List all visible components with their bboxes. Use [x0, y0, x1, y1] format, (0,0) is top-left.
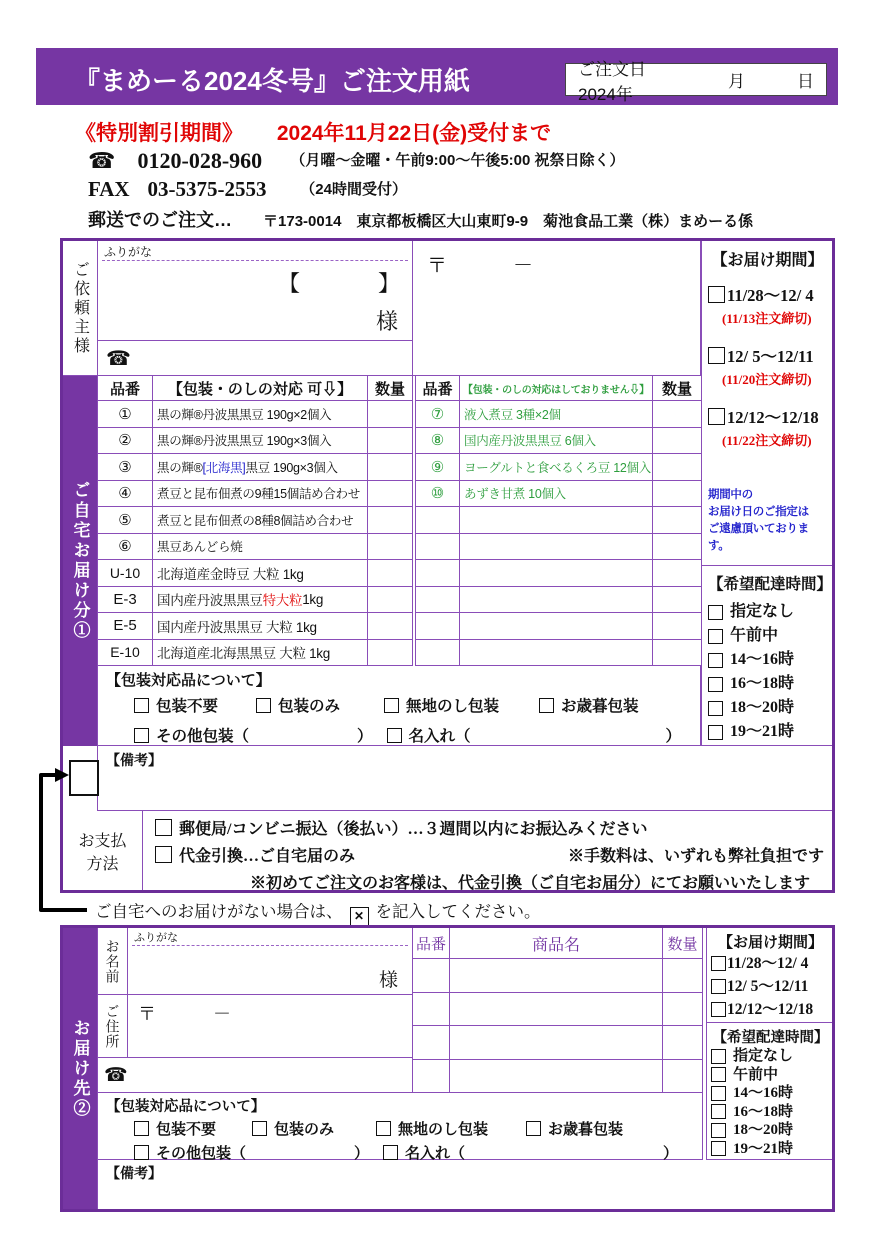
recipient-tel-field[interactable]	[98, 1058, 413, 1093]
payment-option[interactable]: 郵便局/コンビニ振込（後払い）…３週間以内にお振込みください	[155, 816, 824, 839]
empty-name-cell[interactable]	[450, 1026, 663, 1060]
row-name: 国内産丹波黒黒豆 特大粒 1kg	[153, 587, 368, 614]
remarks-panel[interactable]	[98, 1160, 832, 1209]
packaging-option: 包装不要	[156, 698, 219, 715]
row-code: ②	[98, 428, 153, 455]
checkbox-icon[interactable]	[155, 819, 172, 836]
tel-line	[88, 148, 625, 174]
row-name: 黒の輝®丹波黒黒豆 190g×2個入	[153, 401, 368, 428]
mail-order-address: 〒173-0014 東京都板橋区大山東町9-9 菊池食品工業（株）まめーる係	[263, 213, 754, 230]
remarks-title: 【備考】	[106, 752, 162, 768]
delivery-time-panel	[701, 566, 832, 746]
qty-cell[interactable]	[368, 428, 413, 455]
period-option[interactable]: 12/12～12/18	[708, 404, 827, 428]
row-code: ⑨	[415, 454, 460, 481]
right-col-header-qty: 数量	[653, 376, 701, 401]
row-name: あずき甘煮 10個入	[460, 481, 653, 508]
time-option[interactable]: 14～16時	[711, 1084, 830, 1103]
deadline-note: (11/13注文締切)	[722, 311, 812, 326]
row-name: 国内産丹波黒黒豆 6個入	[460, 428, 653, 455]
absence-checkbox[interactable]	[69, 760, 99, 796]
period-option[interactable]: 12/12～12/18	[711, 998, 830, 1021]
promo-period	[75, 117, 551, 147]
row-code: E-3	[98, 587, 153, 614]
checkbox-icon[interactable]	[711, 979, 726, 994]
checkbox-icon[interactable]	[708, 701, 723, 716]
payment-first-order-note: ※初めてご注文のお客様は、代金引換（ご自宅お届分）にてお願いいたします	[250, 875, 811, 892]
col-header-name: 商品名	[450, 928, 663, 959]
time-option[interactable]: 指定なし	[708, 600, 828, 624]
postal-dash: －	[513, 255, 533, 277]
time-option[interactable]: 18～20時	[711, 1121, 830, 1140]
qty-cell[interactable]	[663, 993, 703, 1027]
row-code: U-10	[98, 560, 153, 587]
delivery-period-panel	[701, 241, 832, 566]
row-code: ⑧	[415, 428, 460, 455]
delivery-notice: 期間中の お届け日のご指定は ご遠慮頂いております。	[708, 489, 809, 552]
time-option[interactable]: 19～21時	[711, 1140, 830, 1159]
qty-cell[interactable]	[368, 481, 413, 508]
recipient-address-label: ご住所	[98, 995, 128, 1058]
packaging-row2: その他包装（ ） 名入れ（ ）	[134, 724, 700, 746]
phone-icon: ☎	[88, 148, 116, 173]
empty-name-cell[interactable]	[450, 1060, 663, 1094]
qty-cell[interactable]	[653, 640, 701, 667]
empty-code-cell[interactable]	[413, 959, 450, 993]
recipient-name-field[interactable]	[128, 928, 413, 995]
delivery-period-title: 【お届け期間】	[711, 252, 824, 269]
empty-name-cell[interactable]	[460, 587, 653, 614]
right-col-header-code: 品番	[415, 376, 460, 401]
furigana-label: ふりがな	[132, 929, 408, 946]
qty-cell[interactable]	[653, 534, 701, 561]
promo-deadline: 2024年11月22日(金)受付まで	[276, 122, 552, 145]
checkbox-icon[interactable]	[155, 846, 172, 863]
fax-note: （24時間受付）	[300, 181, 407, 198]
qty-cell[interactable]	[653, 613, 701, 640]
checkbox-icon[interactable]	[708, 725, 723, 740]
row-code: E-5	[98, 613, 153, 640]
row-name: 煮豆と昆布佃煮の9種15個詰め合わせ	[153, 481, 368, 508]
order-date-box[interactable]	[565, 59, 827, 104]
empty-code-cell[interactable]	[415, 560, 460, 587]
fax-line	[88, 177, 407, 202]
promo-label: 《特別割引期間》	[75, 122, 243, 145]
checkbox-icon[interactable]	[711, 1086, 726, 1101]
checkbox-icon[interactable]	[708, 677, 723, 692]
empty-name-cell[interactable]	[450, 993, 663, 1027]
checkbox-icon[interactable]	[711, 1049, 726, 1064]
fax-number: 03-5375-2553	[147, 177, 267, 201]
qty-cell[interactable]	[368, 613, 413, 640]
checkbox-icon[interactable]	[256, 698, 271, 713]
qty-cell[interactable]	[663, 1026, 703, 1060]
checkbox-icon[interactable]	[383, 1145, 398, 1160]
home-absence-note: ご自宅へのお届けがない場合は、 ✕ を記入してください。	[95, 898, 541, 926]
row-code: ⑥	[98, 534, 153, 561]
packaging-option: 無地のし包装	[406, 698, 500, 715]
time-option[interactable]: 18～20時	[708, 696, 828, 720]
time-option[interactable]: 16～18時	[708, 672, 828, 696]
home-side-label: ご自宅お届け分①	[63, 376, 98, 746]
delivery-time-title: 【希望配達時間】	[708, 576, 833, 593]
row-name: 北海道産北海黒黒豆 大粒 1kg	[153, 640, 368, 667]
phone-icon: ☎	[106, 347, 131, 370]
checkbox-icon[interactable]	[708, 347, 725, 364]
empty-name-cell[interactable]	[460, 507, 653, 534]
empty-name-cell[interactable]	[460, 640, 653, 667]
name-bracket-close: 】	[377, 271, 400, 296]
empty-code-cell[interactable]	[415, 613, 460, 640]
checkbox-icon[interactable]	[711, 1123, 726, 1138]
row-code: ③	[98, 454, 153, 481]
home-delivery-block	[60, 238, 835, 893]
checkbox-icon[interactable]	[711, 1002, 726, 1017]
packaging-option: 無地のし包装	[398, 1122, 489, 1138]
row-code: ⑦	[415, 401, 460, 428]
empty-name-cell[interactable]	[460, 560, 653, 587]
requester-address-field[interactable]	[413, 241, 701, 376]
right-col-header-name: 【包装・のしの対応はしておりません⇩】	[460, 376, 653, 401]
deadline-note: (11/22注文締切)	[722, 433, 812, 448]
qty-cell[interactable]	[653, 587, 701, 614]
recipient-name-label: お名前	[98, 928, 128, 995]
recipient-period-panel	[706, 928, 832, 1023]
empty-name-cell[interactable]	[460, 613, 653, 640]
payment-side-label: お支払 方法	[63, 811, 143, 890]
period-option[interactable]: 12/ 5～12/11	[708, 343, 827, 367]
empty-code-cell[interactable]	[413, 1060, 450, 1094]
phone-icon: ☎	[104, 1064, 128, 1086]
row-name: ヨーグルトと食べるくろ豆 12個入	[460, 454, 653, 481]
row-name: 液入煮豆 3種×2個	[460, 401, 653, 428]
qty-cell[interactable]	[653, 560, 701, 587]
qty-cell[interactable]	[368, 507, 413, 534]
postal-mark: 〒	[427, 255, 447, 277]
checkbox-icon[interactable]	[708, 629, 723, 644]
col-header-qty: 数量	[663, 928, 703, 959]
empty-code-cell[interactable]	[413, 993, 450, 1027]
checkbox-icon[interactable]	[711, 956, 726, 971]
hokkai-mark: [北海黒]	[202, 460, 246, 475]
period-option[interactable]: 12/ 5～12/11	[711, 975, 830, 998]
packaging-title: 【包装対応品について】	[106, 673, 271, 689]
period-option[interactable]: 11/28～12/ 4	[711, 952, 830, 975]
row-name: 北海道産金時豆 大粒 1kg	[153, 560, 368, 587]
left-col-header-name: 【包装・のしの対応 可⇩】	[153, 376, 368, 401]
checkbox-icon[interactable]	[134, 698, 149, 713]
furigana-label: ふりがな	[102, 243, 408, 261]
packaging-option: お歳暮包装	[561, 698, 639, 715]
requester-name-field[interactable]	[98, 241, 413, 341]
requester-side-label: ご依頼主様	[63, 241, 98, 376]
empty-name-cell[interactable]	[450, 959, 663, 993]
packaging-panel	[98, 1093, 703, 1160]
qty-cell[interactable]	[663, 959, 703, 993]
qty-cell[interactable]	[368, 401, 413, 428]
row-code: ⑤	[98, 507, 153, 534]
recipient-side-label: お届け先②	[63, 928, 98, 1209]
packaging-option: 包装のみ	[274, 1122, 335, 1138]
empty-code-cell[interactable]	[415, 640, 460, 667]
empty-code-cell[interactable]	[415, 587, 460, 614]
packaging-option: 名入れ（	[408, 728, 471, 745]
packaging-option: 名入れ（	[405, 1146, 466, 1162]
checkbox-icon[interactable]	[384, 698, 399, 713]
recipient-address-field[interactable]	[128, 995, 413, 1058]
checkbox-icon[interactable]	[376, 1121, 391, 1136]
payment-panel	[143, 811, 832, 890]
checkbox-icon[interactable]	[134, 728, 149, 743]
col-header-code: 品番	[413, 928, 450, 959]
header-band	[36, 48, 838, 105]
period-option[interactable]: 11/28～12/ 4	[708, 282, 827, 306]
remarks-panel[interactable]	[98, 746, 832, 811]
row-name: 煮豆と昆布佃煮の8種8個詰め合わせ	[153, 507, 368, 534]
checkbox-icon[interactable]	[708, 653, 723, 668]
mail-order-line	[88, 206, 753, 232]
packaging-option: 包装のみ	[278, 698, 341, 715]
payment-option[interactable]: 代金引換…ご自宅届のみ ※手数料は、いずれも弊社負担です	[155, 843, 824, 866]
row-code: ④	[98, 481, 153, 508]
packaging-panel	[98, 666, 701, 746]
packaging-option: お歳暮包装	[548, 1122, 624, 1138]
postal-mark: 〒	[138, 1004, 156, 1024]
payment-fee-note: ※手数料は、いずれも弊社負担です	[567, 848, 824, 865]
qty-cell[interactable]	[368, 454, 413, 481]
checkbox-icon[interactable]	[526, 1121, 541, 1136]
qty-cell[interactable]	[368, 560, 413, 587]
delivery-period-title: 【お届け期間】	[717, 934, 823, 951]
honorific-label: 様	[378, 970, 398, 991]
time-option[interactable]: 14～16時	[708, 648, 828, 672]
time-option[interactable]: 16～18時	[711, 1103, 830, 1122]
packaging-title: 【包装対応品について】	[106, 1099, 266, 1115]
postal-dash: －	[213, 1004, 231, 1024]
checked-box-icon: ✕	[350, 907, 369, 926]
qty-cell[interactable]	[653, 507, 701, 534]
checkbox-icon[interactable]	[134, 1145, 149, 1160]
qty-cell[interactable]	[653, 454, 701, 481]
checkbox-icon[interactable]	[134, 1121, 149, 1136]
packaging-option: 包装不要	[156, 1122, 217, 1138]
packaging-row1	[134, 1118, 702, 1139]
checkbox-icon[interactable]	[708, 286, 725, 303]
delivery-time-title: 【希望配達時間】	[712, 1030, 829, 1046]
qty-cell[interactable]	[368, 587, 413, 614]
recipient-block	[60, 925, 835, 1212]
tel-note: （月曜～金曜・午前9:00～午後5:00 祝祭日除く）	[290, 152, 625, 169]
row-name: 黒豆あんどら焼	[153, 534, 368, 561]
row-code: E-10	[98, 640, 153, 667]
mail-order-label: 郵送でのご注文…	[88, 210, 232, 230]
checkbox-icon[interactable]	[708, 408, 725, 425]
checkbox-icon[interactable]	[711, 1067, 726, 1082]
empty-code-cell[interactable]	[415, 534, 460, 561]
row-code: ⑩	[415, 481, 460, 508]
time-option[interactable]: 午前中	[711, 1066, 830, 1085]
checkbox-icon[interactable]	[711, 1104, 726, 1119]
deadline-note: (11/20注文締切)	[722, 372, 812, 387]
time-option[interactable]: 午前中	[708, 624, 828, 648]
form-title: 『まめーる2024冬号』ご注文用紙	[74, 66, 470, 96]
checkbox-icon[interactable]	[252, 1121, 267, 1136]
requester-tel-field[interactable]	[98, 341, 413, 376]
qty-cell[interactable]	[368, 534, 413, 561]
row-code: ①	[98, 401, 153, 428]
checkbox-icon[interactable]	[387, 728, 402, 743]
empty-code-cell[interactable]	[413, 1026, 450, 1060]
remarks-title: 【備考】	[106, 1165, 162, 1181]
day-label: 日	[797, 72, 814, 91]
packaging-option: その他包装（	[156, 1146, 247, 1162]
qty-cell[interactable]	[368, 640, 413, 667]
qty-cell[interactable]	[653, 428, 701, 455]
name-bracket-open: 【	[278, 271, 301, 296]
checkbox-icon[interactable]	[708, 605, 723, 620]
qty-cell[interactable]	[653, 401, 701, 428]
packaging-option: その他包装（	[156, 728, 250, 745]
checkbox-icon[interactable]	[539, 698, 554, 713]
order-date-label: ご注文日2024年	[578, 59, 646, 104]
recipient-time-panel	[706, 1023, 832, 1160]
time-option[interactable]: 指定なし	[711, 1047, 830, 1066]
packaging-row2: その他包装（ ） 名入れ（ ）	[134, 1142, 702, 1163]
empty-code-cell[interactable]	[415, 507, 460, 534]
row-name: 国内産丹波黒黒豆 大粒 1kg	[153, 613, 368, 640]
checkbox-icon[interactable]	[711, 1141, 726, 1156]
extra-large-mark: 特大粒	[262, 593, 303, 609]
left-col-header-code: 品番	[98, 376, 153, 401]
fax-label: FAX	[88, 177, 130, 201]
tel-number: 0120-028-960	[137, 148, 263, 173]
row-name: 黒の輝® [北海黒] 黒豆 190g×3個入	[153, 454, 368, 481]
empty-name-cell[interactable]	[460, 534, 653, 561]
row-name: 黒の輝®丹波黒黒豆 190g×3個入	[153, 428, 368, 455]
qty-cell[interactable]	[663, 1060, 703, 1094]
left-col-header-qty: 数量	[368, 376, 413, 401]
honorific-label: 様	[375, 309, 398, 334]
time-option[interactable]: 19～21時	[708, 720, 828, 744]
month-label: 月	[728, 72, 745, 91]
qty-cell[interactable]	[653, 481, 701, 508]
packaging-row1	[134, 694, 700, 716]
